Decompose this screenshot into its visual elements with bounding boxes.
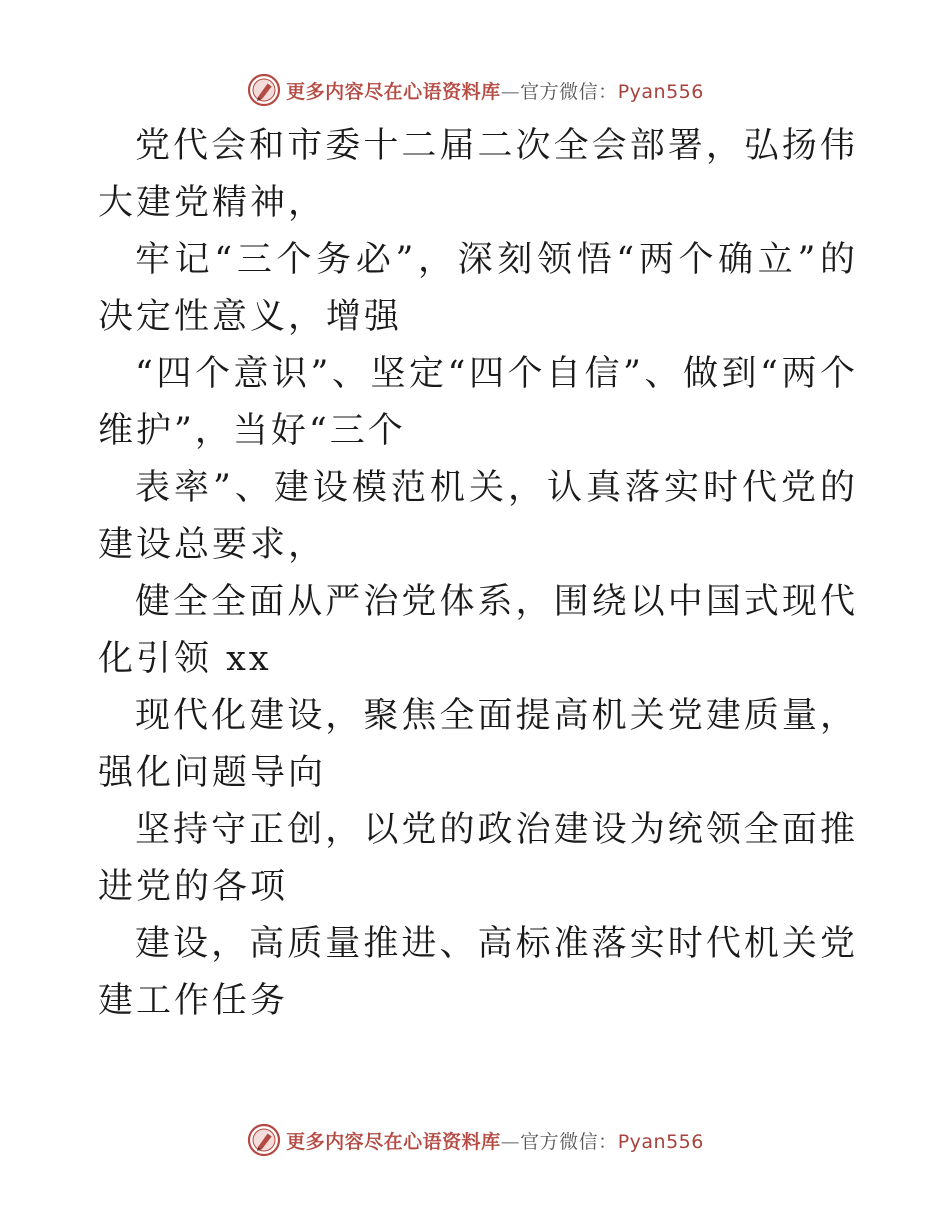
header-dash: — <box>500 80 521 103</box>
pen-nib-logo-icon <box>246 1122 282 1158</box>
paragraph: 建设，高质量推进、高标准落实时代机关党建工作任务 <box>98 924 858 1021</box>
footer-wechat-id: Pyan556 <box>617 1130 704 1153</box>
footer-dash: — <box>500 1130 521 1153</box>
footer-site-text: 更多内容尽在心语资料库 <box>286 1130 501 1153</box>
header-watermark <box>0 70 950 110</box>
paragraph: 牢记“三个务必”，深刻领悟“两个确立”的决定性意义，增强 <box>98 240 858 337</box>
paragraph: 表率”、建设模范机关，认真落实时代党的建设总要求， <box>98 468 858 565</box>
header-site-text: 更多内容尽在心语资料库 <box>286 80 501 103</box>
footer-watermark-text <box>286 1127 704 1154</box>
pen-nib-logo-icon <box>246 72 282 108</box>
footer-watermark <box>0 1120 950 1160</box>
paragraph: 现代化建设，聚焦全面提高机关党建质量，强化问题导向 <box>98 696 858 793</box>
header-watermark-text <box>286 77 704 104</box>
paragraph: 党代会和市委十二届二次全会部署，弘扬伟大建党精神， <box>98 126 858 223</box>
footer-wechat-label: 官方微信： <box>520 1130 618 1153</box>
header-wechat-label: 官方微信： <box>520 80 618 103</box>
paragraph: 健全全面从严治党体系，围绕以中国式现代化引领 xx <box>98 582 858 679</box>
document-body <box>98 118 858 1030</box>
paragraph: “四个意识”、坚定“四个自信”、做到“两个维护”，当好“三个 <box>98 354 858 451</box>
paragraph: 坚持守正创，以党的政治建设为统领全面推进党的各项 <box>98 810 858 907</box>
header-wechat-id: Pyan556 <box>617 80 704 103</box>
